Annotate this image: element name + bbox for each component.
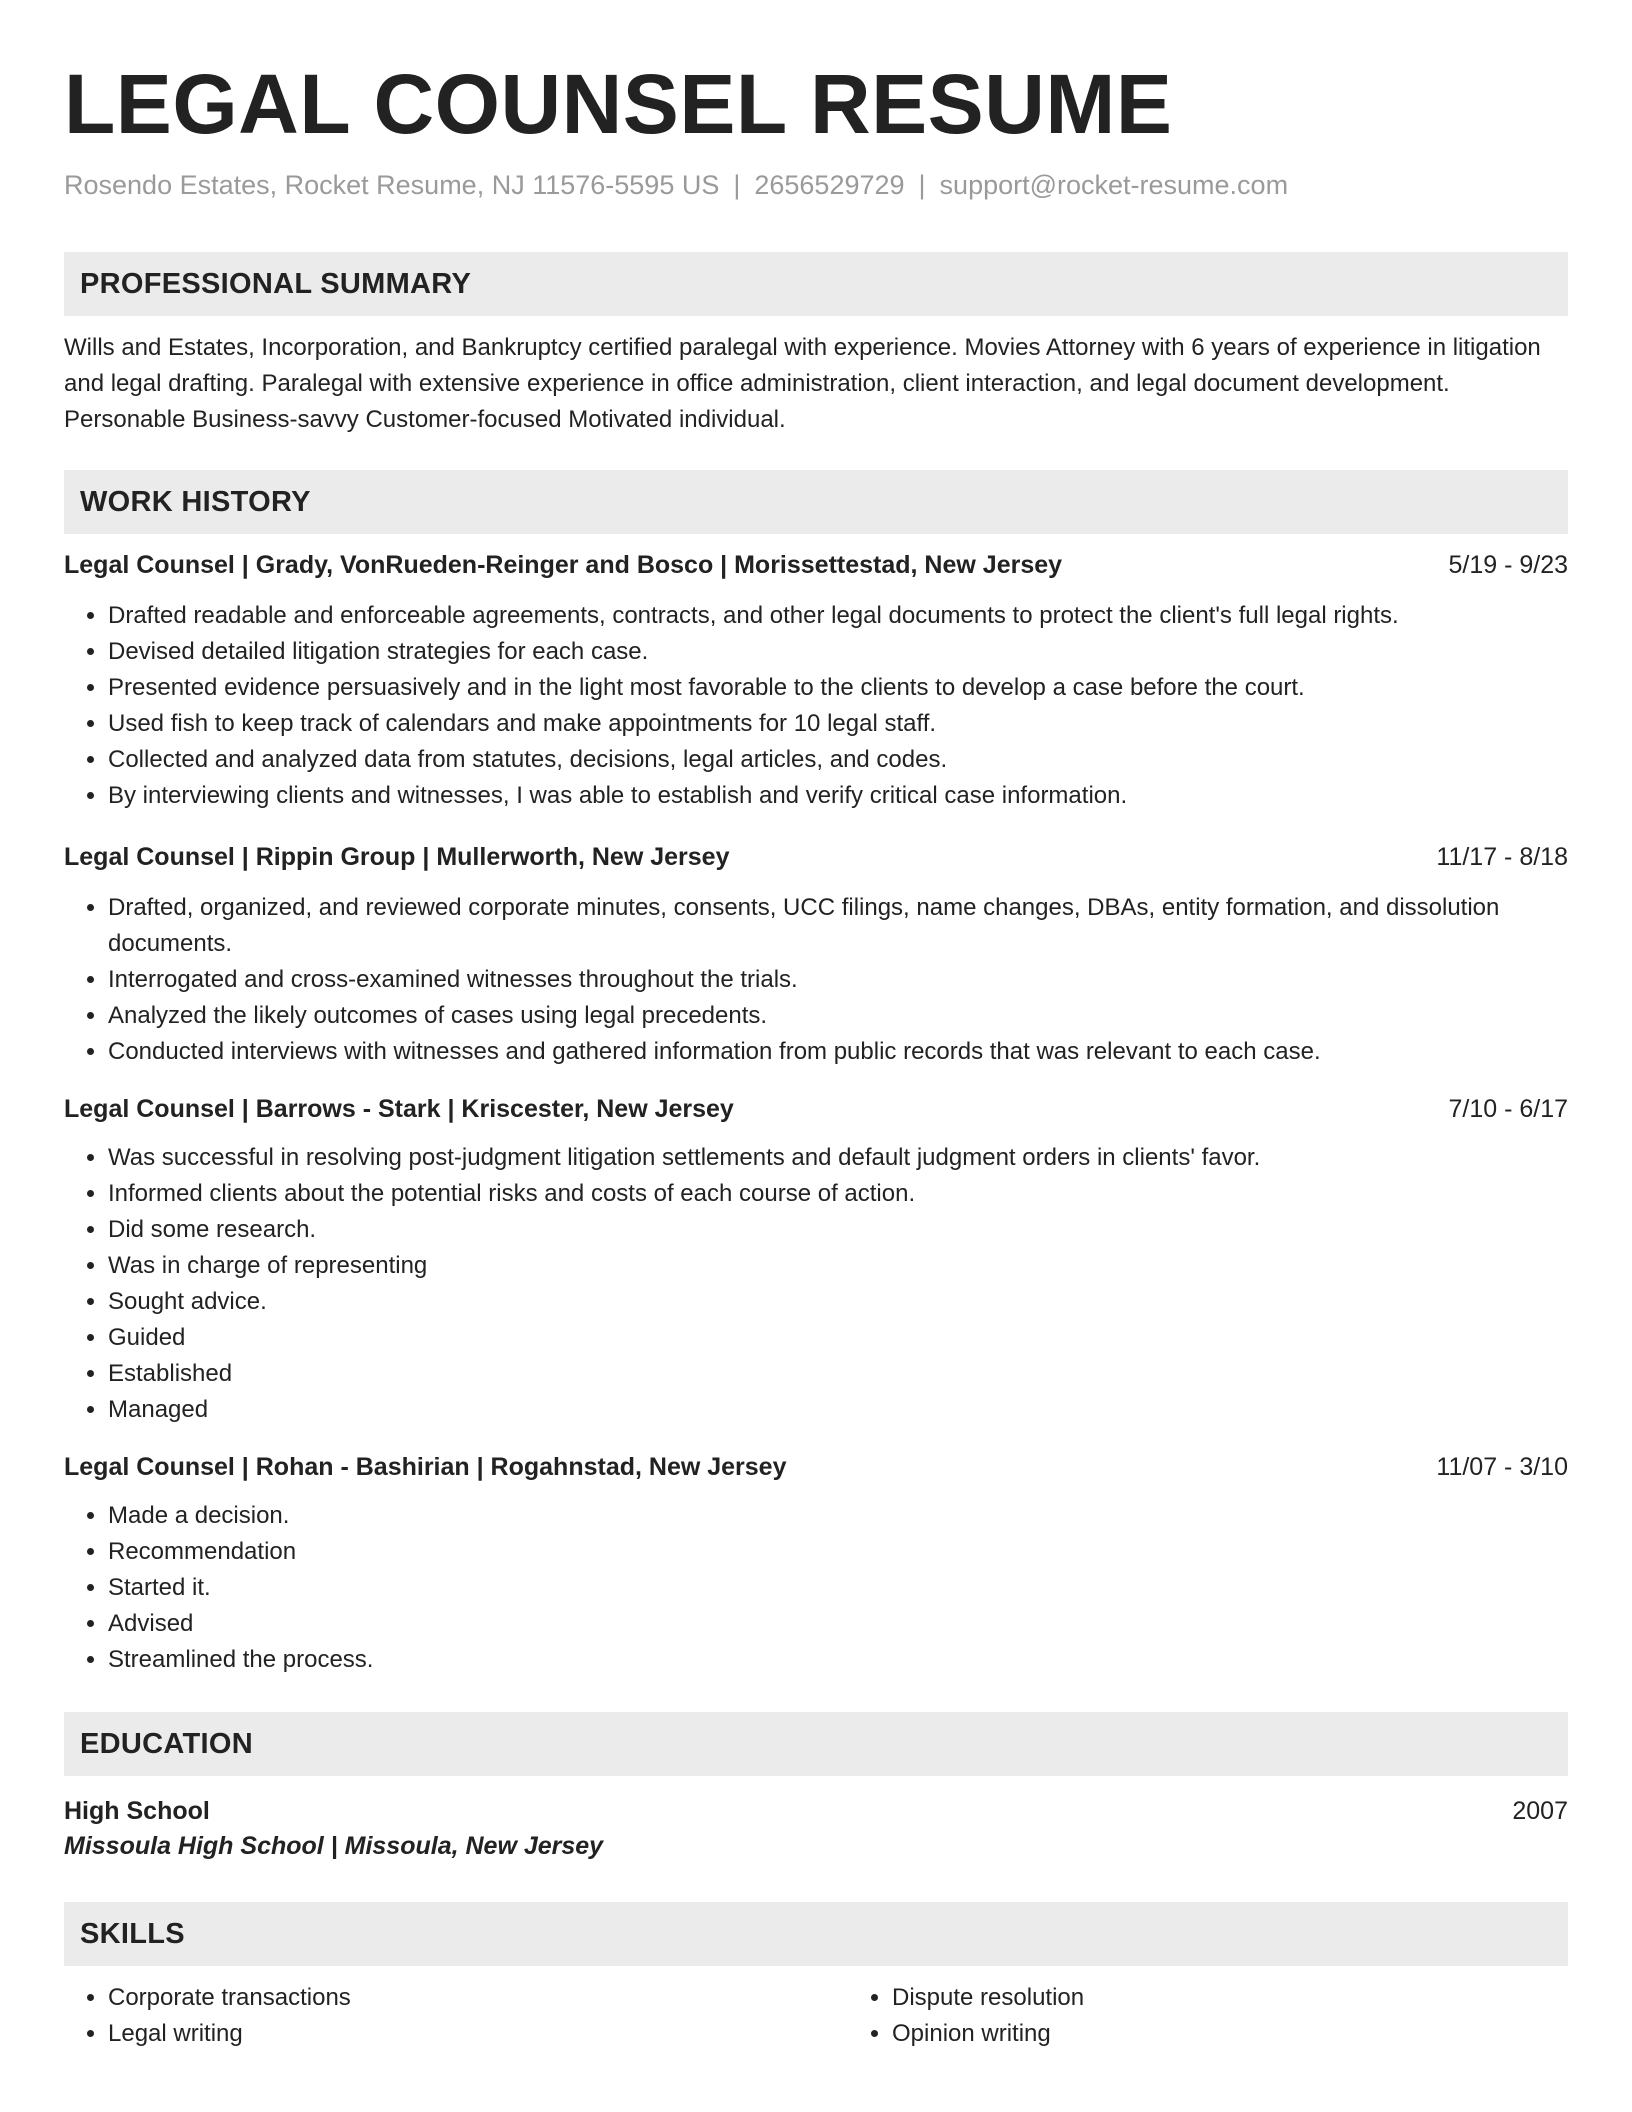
job-entry bbox=[64, 840, 1568, 1070]
skills-column-left bbox=[64, 1980, 848, 2052]
job-dates: 11/17 - 8/18 bbox=[1436, 843, 1568, 871]
job-header bbox=[64, 1092, 1568, 1126]
resume-title: LEGAL COUNSEL RESUME bbox=[64, 57, 1173, 151]
education-header bbox=[64, 1794, 1568, 1828]
job-bullet: • Drafted readable and enforceable agreements, contracts, and other legal documents to protect the client's full legal rights. bbox=[108, 598, 1568, 634]
job-bullet: • Collected and analyzed data from statutes, decisions, legal articles, and codes. bbox=[108, 742, 1568, 778]
job-title: Legal Counsel | Grady, VonRueden-Reinger and Bosco | Morissettestad, New Jersey bbox=[64, 551, 1063, 579]
contact-phone: 2656529729 bbox=[754, 170, 905, 200]
job-title: Legal Counsel | Rippin Group | Mullerworth, New Jersey bbox=[64, 843, 730, 871]
job-entry bbox=[64, 1092, 1568, 1428]
job-dates: 5/19 - 9/23 bbox=[1448, 551, 1568, 579]
skill-item: • Opinion writing bbox=[892, 2016, 1632, 2052]
job-header bbox=[64, 840, 1568, 874]
job-bullet: • Sought advice. bbox=[108, 1284, 1568, 1320]
contact-email: support@rocket-resume.com bbox=[939, 170, 1289, 200]
education-year: 2007 bbox=[1512, 1797, 1568, 1825]
job-bullet: • Conducted interviews with witnesses and gathered information from public records that was relevant to each case. bbox=[108, 1034, 1568, 1070]
job-bullet: • Did some research. bbox=[108, 1212, 1568, 1248]
section-header-summary: PROFESSIONAL SUMMARY bbox=[64, 252, 1568, 316]
education-school: Missoula High School | Missoula, New Jersey bbox=[64, 1832, 604, 1860]
job-bullet: • Started it. bbox=[108, 1570, 1568, 1606]
skill-item: • Legal writing bbox=[108, 2016, 848, 2052]
job-header bbox=[64, 548, 1568, 582]
job-entry bbox=[64, 1450, 1568, 1678]
job-bullet: • Recommendation bbox=[108, 1534, 1568, 1570]
education-degree: High School bbox=[64, 1797, 210, 1825]
job-bullets bbox=[64, 1140, 1568, 1428]
job-bullet: • Interrogated and cross-examined witnesses throughout the trials. bbox=[108, 962, 1568, 998]
job-bullet: • Made a decision. bbox=[108, 1498, 1568, 1534]
job-bullet: • Was successful in resolving post-judgment litigation settlements and default judgment orders in clients' favor. bbox=[108, 1140, 1568, 1176]
job-bullet: • Advised bbox=[108, 1606, 1568, 1642]
contact-address: Rosendo Estates, Rocket Resume, NJ 11576-5595 US bbox=[64, 170, 720, 200]
job-bullet: • Drafted, organized, and reviewed corporate minutes, consents, UCC filings, name changes, DBAs, entity formation, and dissolution documents. bbox=[108, 890, 1568, 962]
section-header-skills: SKILLS bbox=[64, 1902, 1568, 1966]
contact-separator: | bbox=[733, 170, 741, 200]
job-bullets bbox=[64, 598, 1568, 814]
skill-item: • Dispute resolution bbox=[892, 1980, 1632, 2016]
skill-item: • Corporate transactions bbox=[108, 1980, 848, 2016]
job-title: Legal Counsel | Rohan - Bashirian | Rogahnstad, New Jersey bbox=[64, 1453, 787, 1481]
job-bullet: • Streamlined the process. bbox=[108, 1642, 1568, 1678]
contact-line bbox=[64, 168, 1568, 202]
summary-text: Wills and Estates, Incorporation, and Bankruptcy certified paralegal with experience. Movies Attorney with 6 years of experience in litigation and legal drafting. Paralegal with extensive experience in office administration, client interaction, and legal document development. Personable Business-savvy Customer-focused Motivated individual. bbox=[64, 334, 1541, 433]
job-bullet: • Guided bbox=[108, 1320, 1568, 1356]
job-bullet: • Informed clients about the potential risks and costs of each course of action. bbox=[108, 1176, 1568, 1212]
job-bullet: • Was in charge of representing bbox=[108, 1248, 1568, 1284]
job-bullet: • Established bbox=[108, 1356, 1568, 1392]
contact-separator: | bbox=[918, 170, 926, 200]
job-bullet: • Analyzed the likely outcomes of cases using legal precedents. bbox=[108, 998, 1568, 1034]
job-bullet: • Devised detailed litigation strategies for each case. bbox=[108, 634, 1568, 670]
job-bullet: • Presented evidence persuasively and in the light most favorable to the clients to develop a case before the court. bbox=[108, 670, 1568, 706]
job-title: Legal Counsel | Barrows - Stark | Kriscester, New Jersey bbox=[64, 1095, 734, 1123]
section-header-education: EDUCATION bbox=[64, 1712, 1568, 1776]
skills-column-right bbox=[848, 1980, 1632, 2052]
job-bullet: • Used fish to keep track of calendars and make appointments for 10 legal staff. bbox=[108, 706, 1568, 742]
skills-grid bbox=[64, 1980, 1568, 2052]
job-entry bbox=[64, 548, 1568, 814]
job-dates: 7/10 - 6/17 bbox=[1448, 1095, 1568, 1123]
job-bullets bbox=[64, 1498, 1568, 1678]
job-header bbox=[64, 1450, 1568, 1484]
job-dates: 11/07 - 3/10 bbox=[1436, 1453, 1568, 1481]
job-bullets bbox=[64, 890, 1568, 1070]
job-bullet: • Managed bbox=[108, 1392, 1568, 1428]
job-bullet: • By interviewing clients and witnesses, I was able to establish and verify critical case information. bbox=[108, 778, 1568, 814]
section-header-work-history: WORK HISTORY bbox=[64, 470, 1568, 534]
